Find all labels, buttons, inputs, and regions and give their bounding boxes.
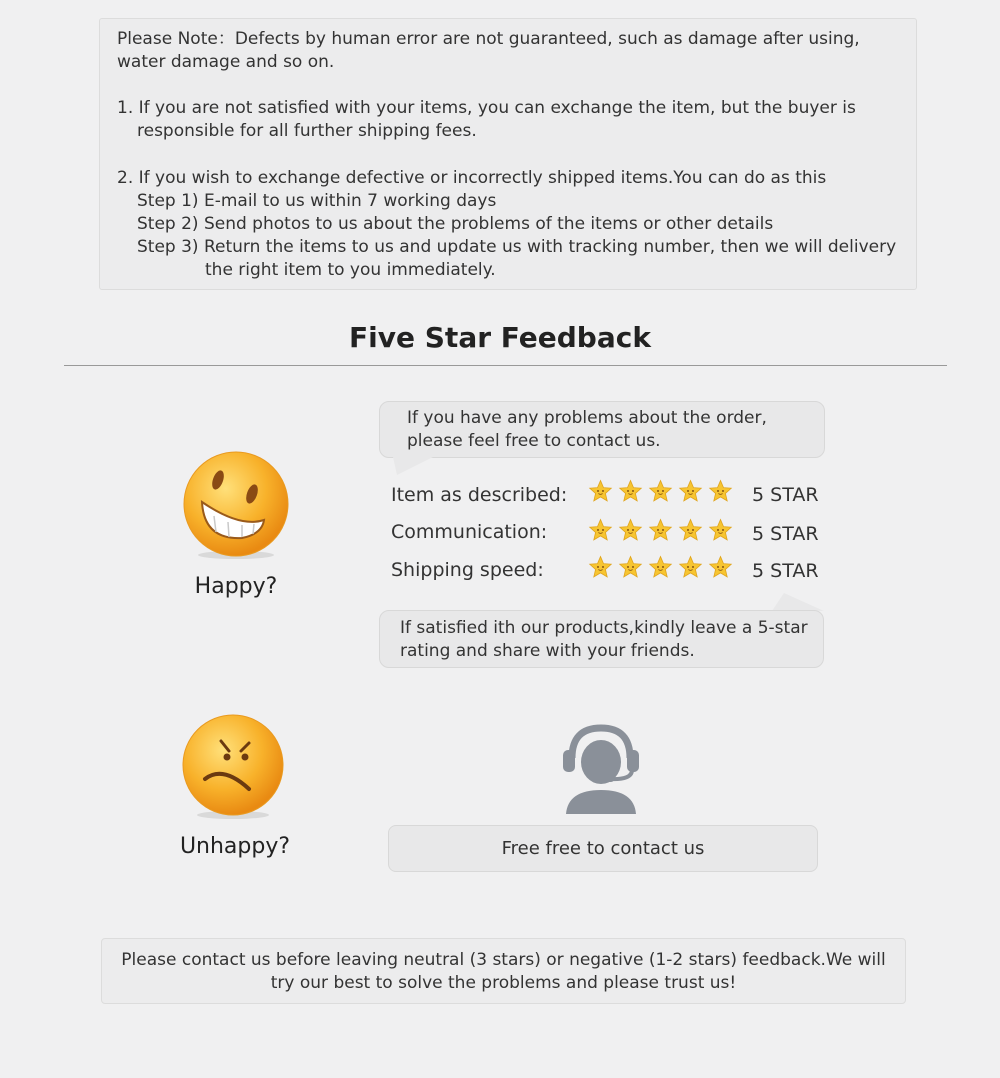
rating-label: Communication: [391, 521, 548, 543]
bubble-tail-icon [772, 593, 824, 611]
star-icon [618, 518, 643, 543]
note-line: 1. If you are not satisfied with your items, you can exchange the item, but the buyer is [117, 98, 856, 118]
star-icon [708, 518, 733, 543]
star-icon [648, 555, 673, 580]
happy-label: Happy? [194, 574, 278, 599]
rating-label: Item as described: [391, 484, 568, 506]
star-icon [678, 479, 703, 504]
happy-face-icon [180, 450, 292, 562]
policy-note-box [99, 18, 917, 290]
note-step: the right item to you immediately. [205, 260, 496, 280]
unhappy-label: Unhappy? [179, 834, 291, 859]
rating-stars [588, 479, 733, 504]
bubble-text: If satisfied ith our products,kindly leave a 5-star [400, 618, 808, 638]
bubble-tail-icon [393, 457, 433, 475]
star-icon [618, 479, 643, 504]
contact-hint-bubble [379, 401, 825, 458]
rating-value: 5 STAR [752, 484, 819, 506]
star-icon [648, 518, 673, 543]
star-icon [648, 479, 673, 504]
note-line: Please Note：Defects by human error are not guaranteed, such as damage after using, [117, 29, 860, 49]
notice-text: try our best to solve the problems and please trust us! [270, 973, 737, 993]
bubble-text: If you have any problems about the order, [407, 408, 767, 428]
rating-stars [588, 518, 733, 543]
section-title: Five Star Feedback [349, 321, 651, 354]
rating-value: 5 STAR [752, 523, 819, 545]
bubble-text: rating and share with your friends. [400, 641, 695, 661]
star-icon [618, 555, 643, 580]
unhappy-face-icon [179, 713, 287, 821]
rating-stars [588, 555, 733, 580]
note-step: Step 1) E-mail to us within 7 working days [137, 191, 497, 211]
star-icon [588, 518, 613, 543]
star-icon [678, 555, 703, 580]
rating-value: 5 STAR [752, 560, 819, 582]
star-icon [588, 555, 613, 580]
star-icon [708, 479, 733, 504]
contact-us-button[interactable]: Free free to contact us [388, 825, 818, 872]
customer-service-icon [560, 722, 642, 816]
note-line: water damage and so on. [117, 52, 335, 72]
five-star-request-bubble [379, 610, 824, 668]
rating-label: Shipping speed: [391, 559, 544, 581]
divider [64, 365, 947, 366]
note-line: 2. If you wish to exchange defective or incorrectly shipped items.You can do as this [117, 168, 827, 188]
notice-text: Please contact us before leaving neutral (3 stars) or negative (1-2 stars) feedback.We will [121, 950, 886, 970]
bubble-text: please feel free to contact us. [407, 431, 661, 451]
star-icon [588, 479, 613, 504]
feedback-notice-box [101, 938, 906, 1004]
star-icon [678, 518, 703, 543]
note-step: Step 2) Send photos to us about the problems of the items or other details [137, 214, 774, 234]
star-icon [708, 555, 733, 580]
note-line: responsible for all further shipping fees. [137, 121, 477, 141]
note-step: Step 3) Return the items to us and update us with tracking number, then we will delivery [137, 237, 897, 257]
